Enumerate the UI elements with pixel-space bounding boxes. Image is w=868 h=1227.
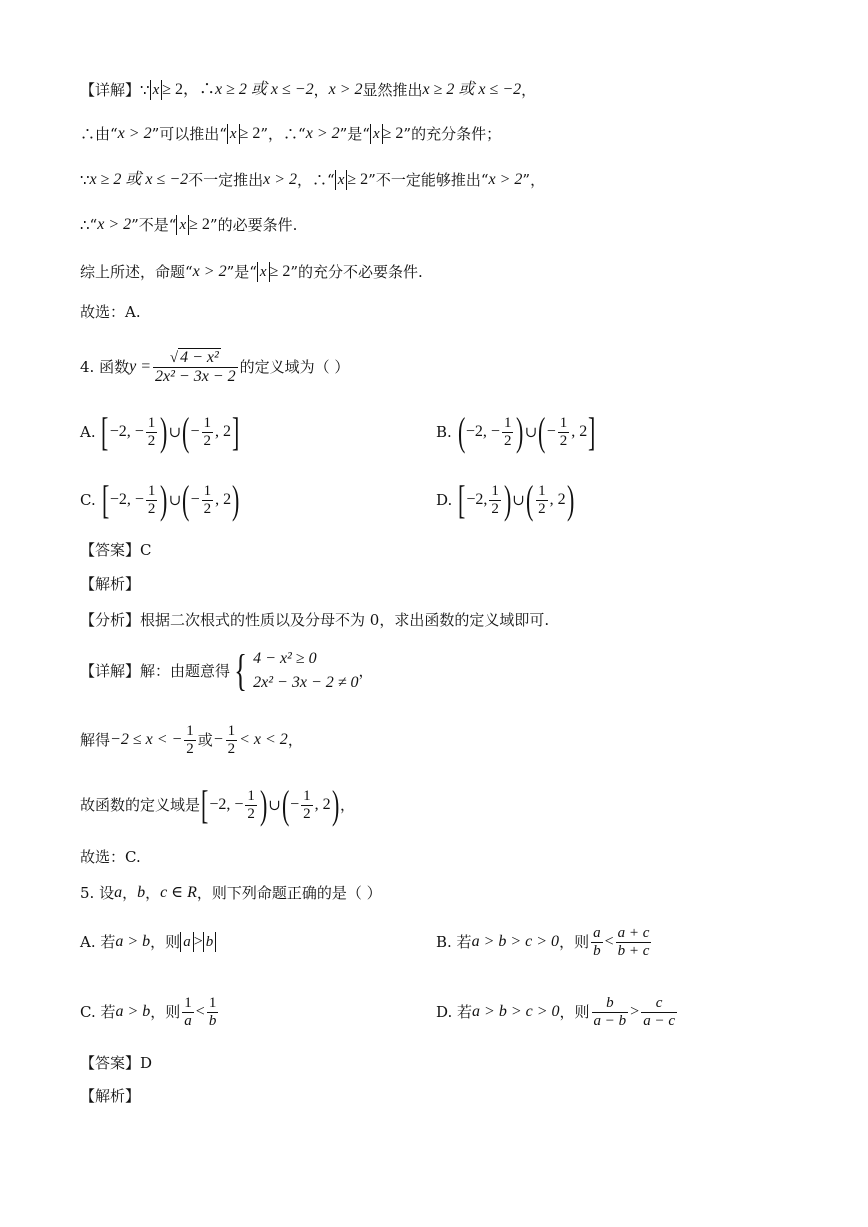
summary-line: 综上所述，命题“ x > 2 ”是“ x ≥ 2 ”的充分不必要条件. — [80, 263, 423, 281]
detail-line-4: ∴“ x > 2 ”不是“ x ≥ 2 ”的必要条件. — [80, 216, 298, 234]
answer-4: 【答案】C — [80, 541, 152, 559]
detail-line-2: ∴由“ x > 2 ”可以推出“ x ≥ 2 ”，∴“ x > 2 ”是“ x ≥ 2 ”的充分条件； — [80, 125, 502, 143]
q5-option-a[interactable]: A. 若 a > b ，则 a > b — [80, 920, 216, 964]
q4-option-d[interactable]: D. [ −2, $\frac{1}{2}$ ) ∪ ( $\frac{1}{2}$ , 2 ) — [436, 477, 574, 522]
solution-4: 解得 −2 ≤ x < − $\frac{1}{2}$ 或 − $\frac{1}{2}$ < x < 2 ， — [80, 722, 303, 757]
question-4: 4. 函数 y = $\frac{\text{√ 4 − x²}}{\text{2x² − 3x − 2}}$ 的定义域为（ ） — [80, 349, 350, 385]
q5-option-c[interactable]: C. 若 a > b ，则 $\frac{1}{a}$ < $\frac{1}{b}$ — [80, 994, 217, 1029]
analysis-label-5: 【解析】 — [80, 1087, 141, 1105]
q5-option-b[interactable]: B. 若 a > b > c > 0 ，则 $\frac{a}{b}$ < $\frac{a + c}{b + c}$ — [436, 924, 650, 959]
answer-5: 【答案】D — [80, 1054, 153, 1072]
analysis-4: 【分析】根据二次根式的性质以及分母不为 0，求出函数的定义域即可. — [80, 611, 550, 629]
q4-option-b[interactable]: B. ( −2, − $\frac{1}{2}$ ) ∪ ( − $\frac{1}{2}$ , 2 ] — [436, 409, 596, 454]
choose-line-1: 故选：A. — [80, 303, 141, 321]
q4-option-a[interactable]: A. [ −2, − $\frac{1}{2}$ ) ∪ ( − $\frac{1}{2}$ , 2 ] — [80, 409, 240, 454]
detail-label: 【详解】 — [80, 81, 141, 99]
domain-4: 故函数的定义域是 [ −2, − $\frac{1}{2}$ ) ∪ ( − $\frac{1}{2}$ , 2 ) ， — [80, 782, 355, 827]
detail-line-3: ∵ x ≥ 2 或 x ≤ −2 不一定推出 x > 2 ，∴“ x ≥ 2 ”不一定能够推出“ x > 2 ”， — [80, 171, 546, 189]
detail-line-1: 【详解】 ∵ x ≥ 2，∴ x ≥ 2 或 x ≤ −2 ， x > 2 显然推出 x ≥ 2 或 x ≤ −2 ， — [80, 81, 537, 99]
question-5: 5. 设 a ， b ， c ∈ R ，则下列命题正确的是（ ） — [80, 884, 382, 902]
q4-option-c[interactable]: C. [ −2, − $\frac{1}{2}$ ) ∪ ( − $\frac{1}{2}$ , 2 ) — [80, 477, 240, 522]
abs-x: x — [150, 80, 163, 100]
q4-fraction: $\frac{\text{√ 4 − x²}}{\text{2x² − 3x − 2}}$ — [155, 349, 236, 385]
q5-option-d[interactable]: D. 若 a > b > c > 0 ，则 $\frac{b}{a - b}$ > $\frac{c}{a - c}$ — [436, 994, 675, 1029]
detail-4: 【详解】解：由题意得 { 4 − x² ≥ 0 2x² − 3x − 2 ≠ 0 ， — [80, 646, 374, 695]
choose-line-2: 故选：C. — [80, 848, 141, 866]
analysis-label-4: 【解析】 — [80, 575, 141, 593]
